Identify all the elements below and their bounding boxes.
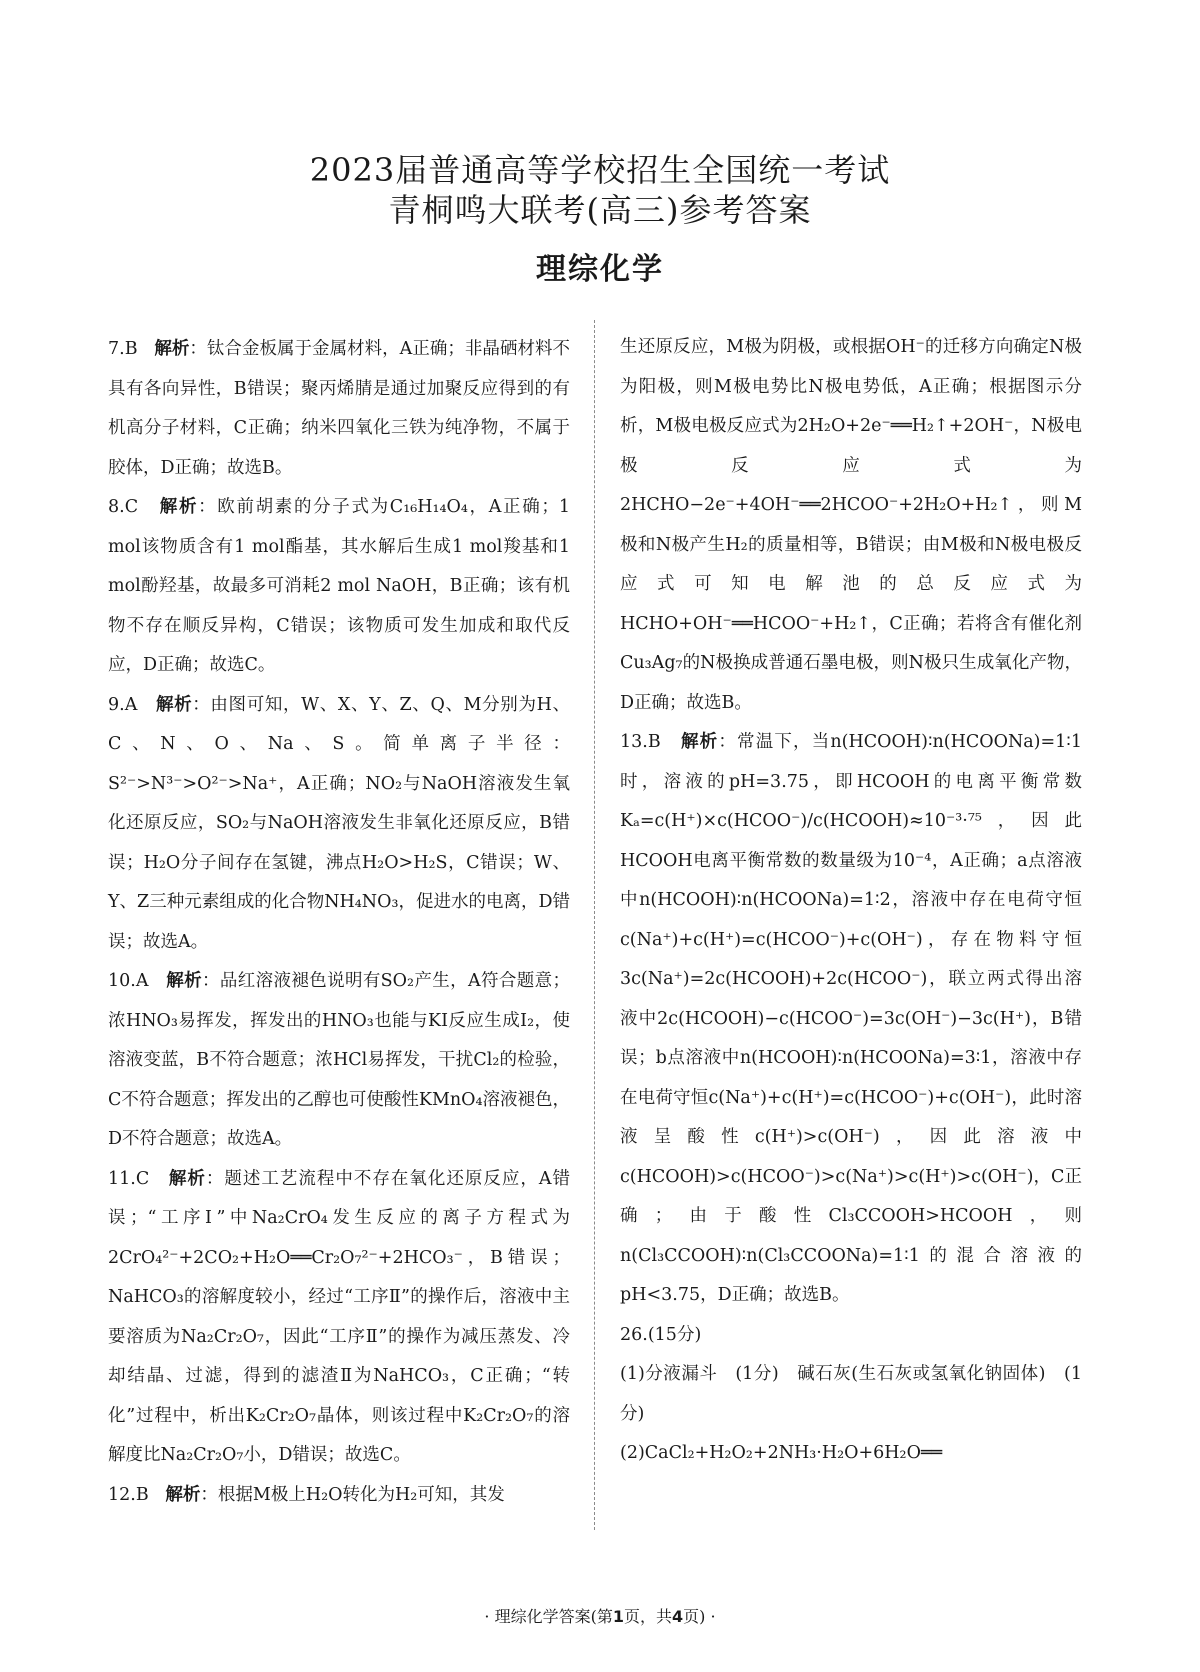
question-answer: B (124, 339, 138, 359)
question-9 (108, 686, 570, 963)
question-12 (108, 1476, 570, 1516)
question-answer: C (135, 1168, 150, 1189)
question-10 (108, 962, 570, 1160)
analysis-tag: 解析 (155, 694, 193, 715)
question-score: (15分) (647, 1324, 702, 1345)
question-answer: B (647, 732, 661, 752)
analysis-tag: 解析 (168, 1168, 206, 1189)
question-12-continued: 生还原反应，M极为阴极，或根据OH⁻的迁移方向确定N极为阳极，则M极电势比N极电势低，A正确；根据图示分析，M极电极反应式为2H₂O+2e⁻══H₂↑+2OH⁻，N极电极反应式为2HCHO−2e⁻+4OH⁻══2HCOO⁻+2H₂O+H₂↑，则M极和N极产生H₂的质量相等，B错误；由M极和N极电极反应式可知电解池的总反应式为HCHO+OH⁻══HCOO⁻+H₂↑，C正确；若将含有催化剂Cu₃Ag₇的N极换成普通石墨电极，则N极只生成氧化产物，D正确；故选B。 (620, 337, 1082, 713)
right-column (620, 328, 1082, 1474)
question-7 (108, 330, 570, 488)
question-analysis: ：欧前胡素的分子式为C₁₆H₁₄O₄，A正确；1 mol该物质含有1 mol酯基，其水解后生成1 mol羧基和1 mol酚羟基，故最多可消耗2 mol NaOH，B正确；该有机物不存在顺反异构，C错误；该物质可发生加成和取代反应，D正确；故选C。 (108, 497, 570, 675)
question-26-part1: (1)分液漏斗 (1分) 碱石灰(生石灰或氢氧化钠固体) (1分) (620, 1364, 1082, 1424)
question-analysis: ：题述工艺流程中不存在氧化还原反应，A错误；“工序Ⅰ”中Na₂CrO₄发生反应的离子方程式为2CrO₄²⁻+2CO₂+H₂O══Cr₂O₇²⁻+2HCO₃⁻，B错误；NaHCO₃的溶解度较小，经过“工序Ⅱ”的操作后，溶液中主要溶质为Na₂Cr₂O₇，因此“工序Ⅱ”的操作为减压蒸发、冷却结晶、过滤，得到的滤渣Ⅱ为NaHCO₃，C正确；“转化”过程中，析出K₂Cr₂O₇晶体，则该过程中K₂Cr₂O₇的溶解度比Na₂Cr₂O₇小，D错误；故选C。 (108, 1168, 570, 1465)
footer-total-pages: 4 (672, 1607, 684, 1626)
column-divider (594, 320, 595, 1530)
analysis-tag: 解析 (154, 339, 190, 359)
question-26 (620, 1316, 1082, 1356)
analysis-tag: 解析 (166, 971, 203, 991)
question-13 (620, 723, 1082, 1316)
question-number: 13. (620, 732, 648, 752)
left-column (108, 330, 570, 1515)
question-number: 12. (108, 1484, 136, 1505)
question-answer: A (124, 694, 138, 715)
document-title-line2: 青桐鸣大联考(高三)参考答案 (388, 191, 812, 229)
document-title-line1: 2023届普通高等学校招生全国统一考试 (309, 151, 891, 189)
footer-middle: 页，共 (623, 1607, 672, 1626)
question-number: 9. (108, 694, 125, 715)
question-number: 7. (108, 339, 125, 359)
question-answer: C (124, 497, 139, 517)
question-answer: A (135, 971, 149, 991)
footer-prefix: · 理综化学答案(第 (484, 1607, 613, 1626)
analysis-tag: 解析 (165, 1484, 201, 1505)
page-footer (0, 1605, 1200, 1629)
footer-page-number: 1 (612, 1607, 624, 1626)
subject-heading: 理综化学 (536, 252, 664, 287)
question-11 (108, 1160, 570, 1476)
question-analysis: ：钛合金板属于金属材料，A正确；非晶硒材料不具有各向异性，B错误；聚丙烯腈是通过加聚反应得到的有机高分子材料，C正确；纳米四氧化三铁为纯净物，不属于胶体，D正确；故选B。 (108, 339, 570, 478)
question-analysis: ：常温下，当n(HCOOH)∶n(HCOONa)=1∶1时，溶液的pH=3.75，即HCOOH的电离平衡常数Kₐ=c(H⁺)×c(HCOO⁻)/c(HCOOH)≈10⁻³·⁷⁵，因此HCOOH电离平衡常数的数量级为10⁻⁴，A正确；a点溶液中n(HCOOH)∶n(HCOONa)=1∶2，溶液中存在电荷守恒c(Na⁺)+c(H⁺)=c(HCOO⁻)+c(OH⁻)，存在物料守恒3c(Na⁺)=2c(HCOOH)+2c(HCOO⁻)，联立两式得出溶液中2c(HCOOH)−c(HCOO⁻)=3c(OH⁻)−3c(H⁺)，B错误；b点溶液中n(HCOOH)∶n(HCOONa)=3∶1，溶液中存在电荷守恒c(Na⁺)+c(H⁺)=c(HCOO⁻)+c(OH⁻)，此时溶液呈酸性c(H⁺)>c(OH⁻)，因此溶液中c(HCOOH)>c(HCOO⁻)>c(Na⁺)>c(H⁺)>c(OH⁻)，C正确；由于酸性Cl₃CCOOH>HCOOH，则n(Cl₃CCOOH)∶n(Cl₃CCOONa)=1∶1的混合溶液的pH<3.75，D正确；故选B。 (620, 732, 1082, 1305)
footer-suffix: 页) · (683, 1607, 716, 1626)
question-number: 8. (108, 497, 125, 517)
question-number: 26. (620, 1324, 648, 1345)
question-26-part2: (2)CaCl₂+H₂O₂+2NH₃·H₂O+6H₂O══ (620, 1443, 942, 1463)
question-number: 11. (108, 1168, 136, 1189)
question-analysis: ：由图可知，W、X、Y、Z、Q、M分别为H、C、N、O、Na、S。简单离子半径：S²⁻>N³⁻>O²⁻>Na⁺，A正确；NO₂与NaOH溶液发生氧化还原反应，SO₂与NaOH溶液发生非氧化还原反应，B错误；H₂O分子间存在氢键，沸点H₂O>H₂S，C错误；W、Y、Z三种元素组成的化合物NH₄NO₃，促进水的电离，D错误；故选A。 (108, 694, 571, 952)
question-number: 10. (108, 971, 136, 991)
analysis-tag: 解析 (680, 732, 719, 752)
analysis-tag: 解析 (159, 497, 199, 517)
question-answer: B (135, 1484, 149, 1505)
question-analysis: ：品红溶液褪色说明有SO₂产生，A符合题意；浓HNO₃易挥发，挥发出的HNO₃也能与KI反应生成I₂，使溶液变蓝，B不符合题意；浓HCl易挥发，干扰Cl₂的检验，C不符合题意；挥发出的乙醇也可使酸性KMnO₄溶液褪色，D不符合题意；故选A。 (108, 971, 571, 1149)
question-8 (108, 488, 570, 686)
question-analysis: ：根据M极上H₂O转化为H₂可知，其发 (200, 1484, 505, 1505)
